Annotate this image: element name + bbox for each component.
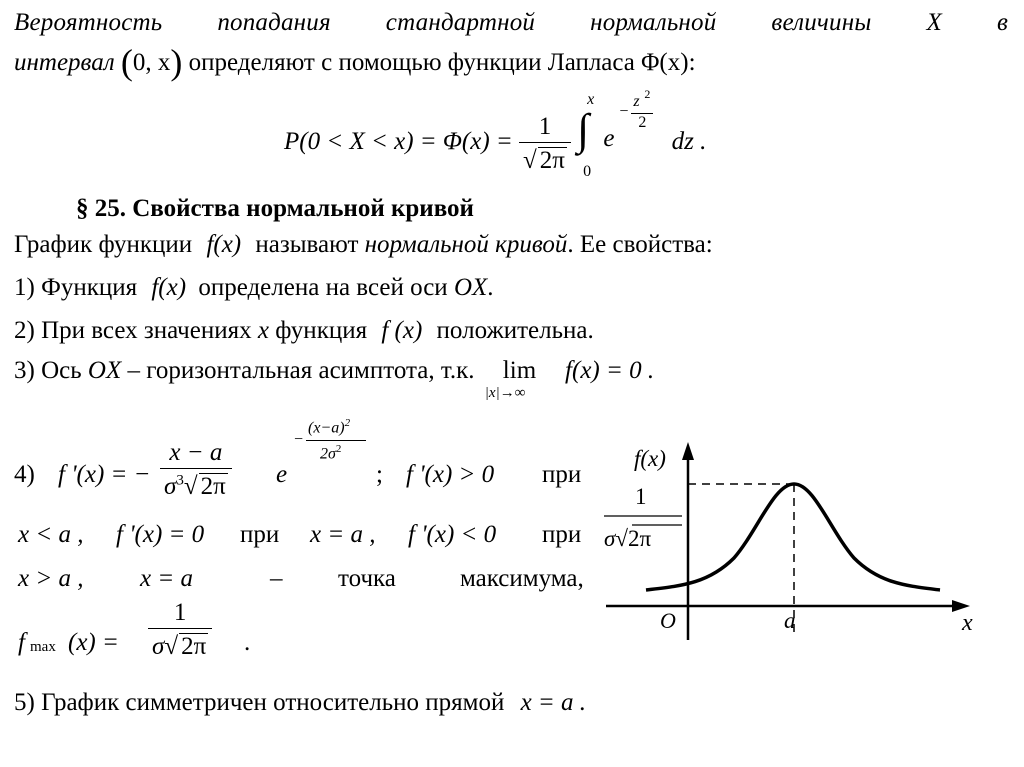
p2-fx: f (x) [381, 317, 423, 344]
laplace-function: Φ(x) [641, 49, 689, 76]
fmax-den-sigma: σ [152, 633, 165, 660]
p3-a: 3) Ось [14, 357, 82, 384]
property-4-line-2 [14, 522, 594, 552]
peak-value-den: σ√2π [604, 526, 652, 551]
interval: 0, x [132, 49, 171, 76]
fmax-num: 1 [173, 599, 187, 626]
int-upper: x [587, 91, 595, 108]
laplace-num: 1 [538, 113, 552, 140]
p4-l2-d: x = a , [310, 521, 376, 548]
exponent: e − z 2 2 [603, 94, 665, 154]
p4-fraction: $\frac{x - a}{\sigma^3√ 2\pi}$ [160, 440, 232, 499]
laplace-lhs: P(0 < X < x) = Φ(x) = [284, 128, 513, 156]
p4-l2-c: при [240, 521, 280, 548]
p5-a: 5) График симметричен относительно прямой [14, 689, 505, 716]
def-a: График функции [14, 231, 193, 258]
def-fx: f(x) [206, 231, 242, 258]
p4-l3-b: x = a [140, 565, 193, 592]
p4-semicolon: ; [376, 461, 383, 488]
p2-a: 2) При всех значениях [14, 317, 252, 344]
colon: : [688, 49, 696, 76]
integral-sign: x ∫ 0 [577, 91, 595, 180]
x-axis-label: x [962, 610, 973, 636]
fmax-f: f [18, 629, 25, 656]
fmax-fraction: $\frac{1}{\sigma√ 2\pi}$ [148, 600, 212, 659]
p3-lim: lim [502, 357, 537, 384]
p4-l3-d: точка [338, 565, 396, 592]
property-2 [14, 318, 594, 343]
p1-ox: OX [453, 274, 488, 301]
p4-den-sigma: σ [164, 473, 177, 500]
p4-den-pow: 3 [176, 472, 184, 489]
fmax-formula [14, 600, 314, 672]
fmax-rest: (x) = [68, 629, 119, 656]
a-label: a [784, 608, 796, 633]
p4-exp-den: $2\sigma^2$ [320, 443, 342, 463]
p1-dot: . [487, 274, 494, 301]
fmax-sub: max [30, 639, 56, 655]
laplace-fraction: $\frac{1}{√ 2\pi}$ [519, 114, 571, 173]
property-3 [14, 357, 655, 401]
int-lower: 0 [583, 163, 592, 180]
p4-l2-b: f '(x) = 0 [116, 521, 205, 548]
intro-line-1: Вероятность попадания стандартной нормальной величины X в [14, 9, 1008, 36]
p4-cond-1: f '(x) > 0 [406, 461, 495, 488]
p4-l2-f: при [542, 521, 582, 548]
p3-ox: OX [87, 357, 122, 384]
p4-label: 4) [14, 461, 35, 488]
p4-lhs: f '(x) = − [58, 461, 151, 488]
p2-b: функция [275, 317, 368, 344]
p5-b: x = a . [520, 689, 587, 716]
p3-lim-sub: |x|→∞ [484, 385, 526, 401]
p1-a: 1) Функция [14, 274, 138, 301]
def-normal-curve: нормальной кривой [364, 231, 568, 258]
p2-x: x [257, 317, 269, 344]
y-axis-arrow [682, 442, 694, 460]
property-4-line-3 [14, 566, 594, 596]
section-title: § 25. Свойства нормальной кривой [76, 195, 474, 222]
p3-eq: f(x) = 0 . [565, 357, 655, 384]
intro-line-2-a: интервал [14, 49, 115, 76]
normal-curve-graph [598, 438, 1018, 668]
exp-base: e [603, 125, 615, 152]
p4-l3-a: x > a , [18, 565, 84, 592]
p4-l2-a: x < a , [18, 521, 84, 548]
p4-num: x − a [169, 439, 223, 466]
p4-exp-num: $(x-a)^2$ [308, 417, 351, 437]
def-d: . Ее свойства: [567, 231, 713, 258]
p4-exp-base: e [276, 461, 288, 488]
y-axis-label: f(x) [634, 446, 666, 471]
def-b: называют [255, 231, 359, 258]
laplace-formula [284, 87, 707, 180]
exp-den: 2 [638, 114, 647, 131]
p4-l3-c: – [270, 565, 283, 592]
normal-curve [646, 484, 940, 590]
laplace-tail: dz . [671, 128, 707, 156]
fmax-dot: . [244, 629, 251, 656]
p4-pri-1: при [542, 461, 582, 488]
p1-fx: f(x) [151, 274, 187, 301]
exp-sq: 2 [644, 87, 651, 101]
p1-b: определена на всей оси [198, 274, 448, 301]
fmax-den-root: 2π [181, 633, 207, 660]
intro-line-2: интервал (0, x) определяют с помощью функции Лапласа Φ(x): [14, 42, 696, 82]
p4-den-root: 2π [200, 473, 226, 500]
exp-power: z [633, 93, 640, 110]
p3-b: – горизонтальная асимптота, т.к. [127, 357, 475, 384]
peak-value-num: 1 [635, 484, 647, 509]
definition-line [14, 232, 713, 257]
laplace-den: 2π [539, 147, 565, 174]
property-4-line-1: 4) f '(x) = − $\frac{x - a}{\sigma^3√ 2\pi}$ e − $(x-a)^2$ $2\sigma^2$ ; f '(x) > 0 при [14, 417, 582, 500]
p4-l2-e: f '(x) < 0 [408, 521, 497, 548]
intro-line-2-b: определяют с помощью функции Лапласа [188, 49, 635, 76]
property-5 [14, 690, 586, 715]
p2-c: положительна. [436, 317, 594, 344]
p4-l3-e: максимума, [460, 565, 584, 592]
property-1 [14, 275, 494, 300]
origin-label: O [660, 608, 676, 633]
